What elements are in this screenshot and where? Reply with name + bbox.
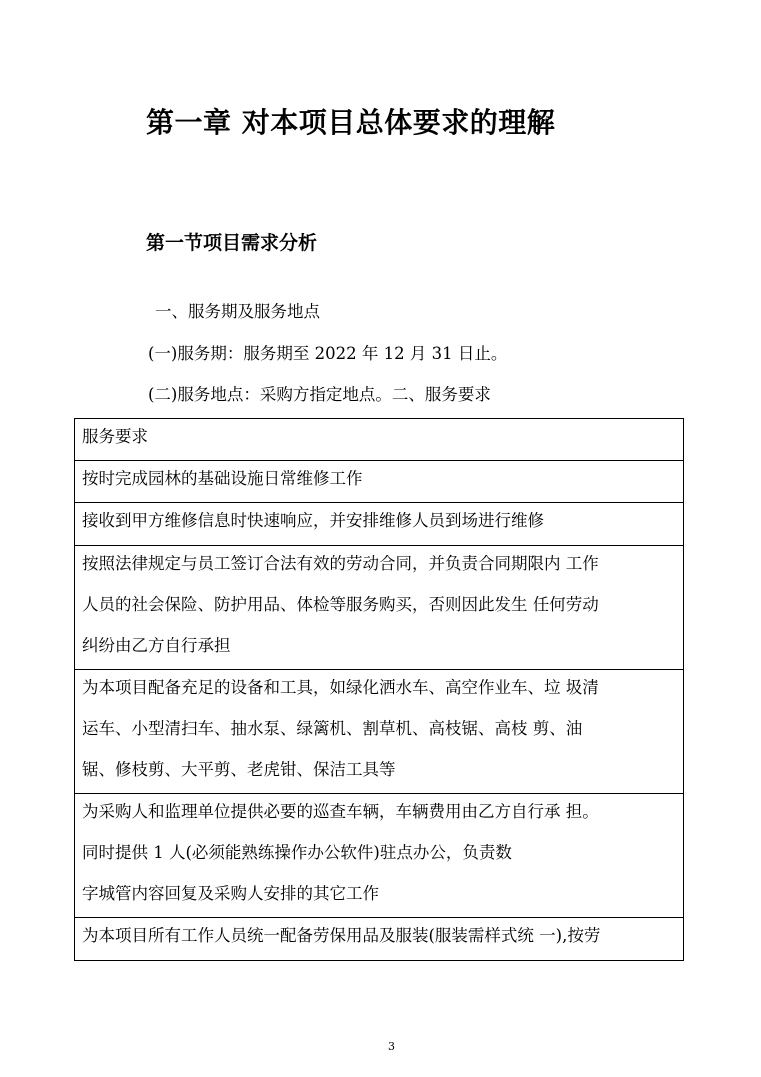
cell-line: 按时完成园林的基础设施日常维修工作 [82,469,363,488]
cell-line: 服务要求 [82,427,148,446]
table-row [75,546,684,670]
table-row [75,503,684,546]
table-cell [75,670,684,794]
cell-line: 人员的社会保险、防护用品、体检等服务购买，否则因此发生 任何劳动 [82,595,599,614]
cell-line: 字城管内容回复及采购人安排的其它工作 [82,884,379,903]
paragraph: (一)服务期：服务期至 2022 年 12 月 31 日止。 [148,344,508,363]
cell-line: 运车、小型清扫车、抽水泵、绿篱机、割草机、高枝锯、高枝 剪、油 [82,719,583,738]
cell-line: 按照法律规定与员工签订合法有效的劳动合同，并负责合同期限内 工作 [82,554,599,573]
cell-line: 纠纷由乙方自行承担 [82,636,231,655]
table-cell [75,461,684,503]
table-row [75,461,684,503]
table-row [75,419,684,461]
chapter-title: 第一章 对本项目总体要求的理解 [146,106,556,139]
page-number: 3 [388,1040,395,1053]
table-cell [75,794,684,918]
table-cell [75,503,684,546]
cell-line: 为本项目所有工作人员统一配备劳保用品及服装(服装需样式统 一),按劳 [82,926,601,945]
table-row [75,918,684,961]
service-requirements-table [74,418,684,961]
cell-line: 同时提供 1 人(必须能熟练操作办公软件)驻点办公，负责数 [82,843,512,862]
cell-line: 接收到甲方维修信息时快速响应，并安排维修人员到场进行维修 [82,511,544,530]
table-cell [75,918,684,961]
cell-line: 为本项目配备充足的设备和工具，如绿化洒水车、高空作业车、垃 圾清 [82,678,599,697]
table-cell [75,546,684,670]
cell-line: 锯、修枝剪、大平剪、老虎钳、保洁工具等 [82,760,396,779]
paragraph: 一、服务期及服务地点 [155,302,320,321]
section-heading: 第一节项目需求分析 [146,232,318,254]
table-row [75,794,684,918]
table-row [75,670,684,794]
table-cell [75,419,684,461]
cell-line: 为采购人和监理单位提供必要的巡查车辆，车辆费用由乙方自行承 担。 [82,802,599,821]
paragraph: (二)服务地点：采购方指定地点。二、服务要求 [148,385,491,404]
